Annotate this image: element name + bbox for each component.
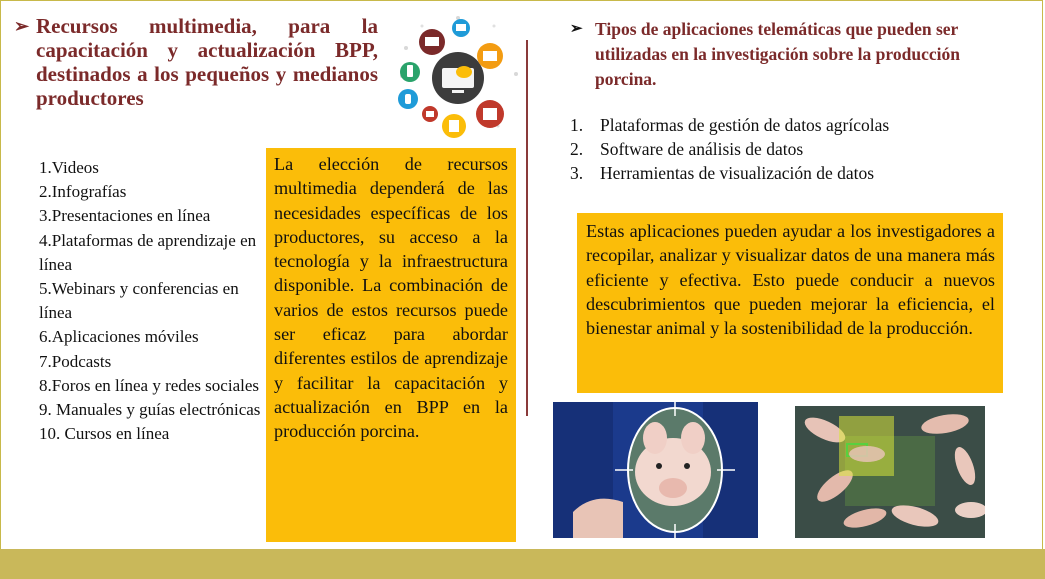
hand-touch-icon [398, 89, 418, 109]
list-item: 9. Manuales y guías electrónicas [39, 400, 261, 420]
list-item: 4.Plataformas de aprendizaje en línea [39, 230, 257, 274]
pigs-pen-monitoring-image [795, 406, 985, 538]
list-item: 2.Infografías [39, 182, 127, 202]
list-item: 1.Videos [39, 158, 99, 177]
list-item: 5.Webinars y conferencias en línea [39, 279, 239, 323]
list-item: 1. Plataformas de gestión de datos agrícolas [570, 115, 890, 135]
list-item: 7.Podcasts [39, 351, 112, 371]
camera-icon [422, 106, 438, 122]
left-title-text: Recursos multimedia, para la capacitación y actualización BPP, destinados a los pequeños y medianos productores [36, 14, 378, 110]
monitor-icon [452, 19, 470, 37]
piglet-face-recognition-image [553, 402, 758, 538]
multimedia-icon-cluster [398, 14, 522, 138]
list-item: 2. Software de análisis de datos [570, 139, 804, 159]
computer-icon [432, 52, 484, 104]
section-divider [526, 40, 528, 416]
right-section-title [570, 17, 1000, 92]
list-item: 3.Presentaciones en línea [39, 206, 211, 226]
arrow-bullet-icon: ➢ [14, 16, 30, 36]
right-title-text: Tipos de aplicaciones telemáticas que pueden ser utilizadas en la investigación sobre la producción porcina. [595, 19, 960, 89]
left-summary-box: La elección de recursos multimedia dependerá de las necesidades específicas de los productores, su acceso a la tecnología y la infraestructura disponible. La combinación de varios de estos recursos puede ser eficaz para abordar diferentes estilos de aprendizaje y facilitar la capacitación y actualización en BPP en la producción porcina. [266, 148, 516, 542]
list-item: 3. Herramientas de visualización de datos [570, 163, 875, 183]
chat-icon [456, 66, 472, 78]
left-section-title [14, 14, 378, 110]
mobile-icon [400, 62, 420, 82]
right-summary-box: Estas aplicaciones pueden ayudar a los investigadores a recopilar, analizar y visualizar datos de una manera más eficiente y efectiva. Esto puede conducir a nuevos descubrimientos que pueden mejorar la eficiencia, el bienestar animal y la sostenibilidad de la producción. [577, 213, 1003, 393]
document-icon [442, 114, 466, 138]
list-item: 8.Foros en línea y redes sociales [39, 375, 259, 395]
multimedia-resources-list [39, 156, 264, 446]
email-icon [477, 43, 503, 69]
list-item: 10. Cursos en línea [39, 424, 170, 444]
presentation-icon [419, 29, 445, 55]
certificate-icon [476, 100, 504, 128]
footer-bar [0, 549, 1045, 579]
telematic-apps-list [570, 113, 889, 185]
list-item: 6.Aplicaciones móviles [39, 327, 199, 347]
arrow-bullet-icon: ➢ [570, 21, 583, 37]
